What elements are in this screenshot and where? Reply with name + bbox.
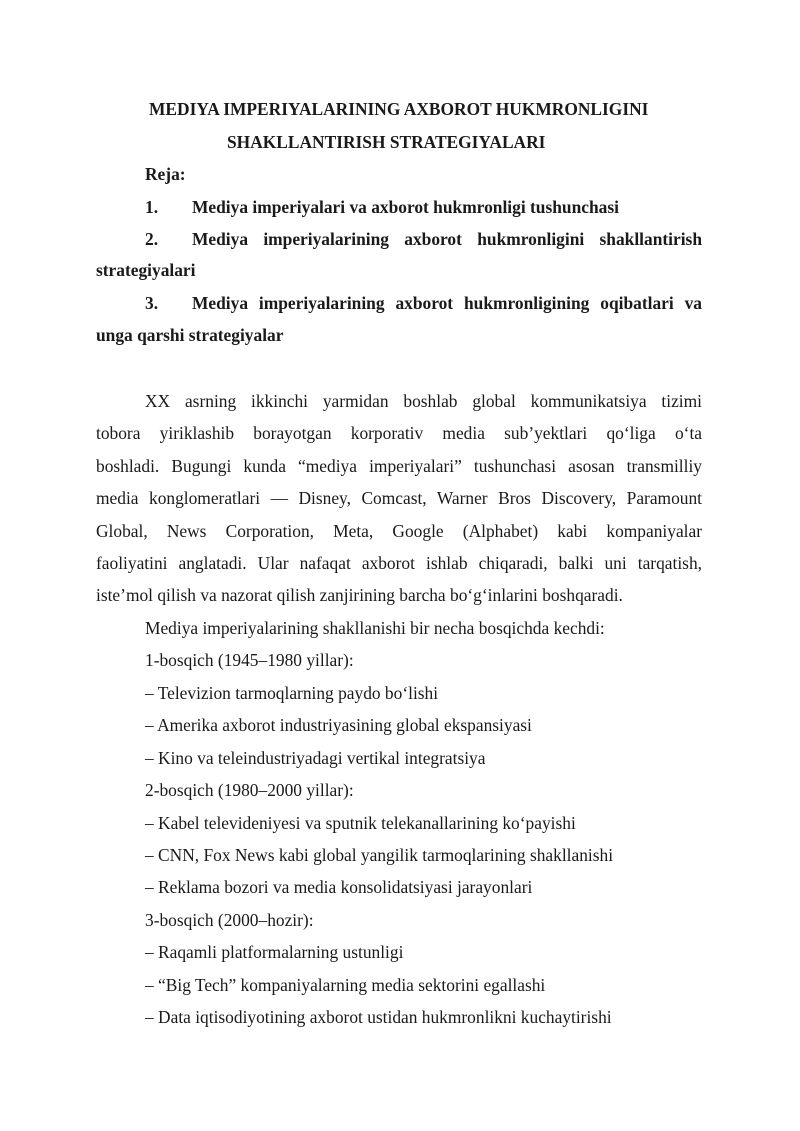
plan-item-3-number: 3. bbox=[145, 293, 159, 313]
document-title-line-2: SHAKLLANTIRISH STRATEGIYALARI bbox=[227, 132, 546, 152]
plan-item-2-text: Mediya imperiyalarining axborot hukmronligini shakllantirish bbox=[192, 229, 702, 249]
stage-1-heading: 1-bosqich (1945–1980 yillar): bbox=[145, 650, 354, 670]
stage-2-heading: 2-bosqich (1980–2000 yillar): bbox=[145, 780, 354, 800]
stage-1-point: – Televizion tarmoqlarning paydo bo‘lishi bbox=[145, 683, 439, 703]
intro-paragraph-line: faoliyatini anglatadi. Ular nafaqat axborot ishlab chiqaradi, balki uni tarqatish, bbox=[96, 553, 702, 573]
plan-item-2-text-cont: strategiyalari bbox=[96, 260, 196, 280]
stage-3-heading: 3-bosqich (2000–hozir): bbox=[145, 910, 314, 930]
stage-3-point: – “Big Tech” kompaniyalarning media sektorini egallashi bbox=[145, 975, 546, 995]
stages-intro: Mediya imperiyalarining shakllanishi bir necha bosqichda kechdi: bbox=[145, 618, 605, 638]
plan-item-1-number: 1. bbox=[145, 197, 159, 217]
intro-paragraph-line: iste’mol qilish va nazorat qilish zanjirining barcha bo‘g‘inlarini boshqaradi. bbox=[96, 585, 623, 605]
stage-2-point: – CNN, Fox News kabi global yangilik tarmoqlarining shakllanishi bbox=[145, 845, 614, 865]
intro-paragraph-line: media konglomeratlari — Disney, Comcast, Warner Bros Discovery, Paramount bbox=[96, 488, 702, 508]
stage-2-point: – Reklama bozori va media konsolidatsiyasi jarayonlari bbox=[145, 877, 533, 897]
plan-item-3-text: Mediya imperiyalarining axborot hukmronligining oqibatlari va bbox=[192, 293, 702, 313]
stage-3-point: – Raqamli platformalarning ustunligi bbox=[145, 942, 404, 962]
intro-paragraph-line: boshladi. Bugungi kunda “mediya imperiyalari” tushunchasi asosan transmilliy bbox=[96, 456, 702, 476]
intro-paragraph-line: tobora yiriklashib borayotgan korporativ media sub’yektlari qo‘liga o‘ta bbox=[96, 423, 702, 443]
intro-paragraph-line: Global, News Corporation, Meta, Google (Alphabet) kabi kompaniyalar bbox=[96, 521, 702, 541]
plan-item-3-text-cont: unga qarshi strategiyalar bbox=[96, 325, 284, 345]
plan-heading: Reja: bbox=[145, 164, 186, 184]
stage-2-point: – Kabel televideniyesi va sputnik telekanallarining ko‘payishi bbox=[145, 813, 576, 833]
stage-1-point: – Amerika axborot industriyasining global ekspansiyasi bbox=[145, 715, 532, 735]
intro-paragraph-line: XX asrning ikkinchi yarmidan boshlab global kommunikatsiya tizimi bbox=[145, 391, 702, 411]
document-title-line-1: MEDIYA IMPERIYALARINING AXBOROT HUKMRONLIGINI bbox=[149, 99, 649, 119]
plan-item-1-text: Mediya imperiyalari va axborot hukmronligi tushunchasi bbox=[192, 197, 619, 217]
stage-3-point: – Data iqtisodiyotining axborot ustidan hukmronlikni kuchaytirishi bbox=[145, 1007, 612, 1027]
plan-item-2-number: 2. bbox=[145, 229, 159, 249]
stage-1-point: – Kino va teleindustriyadagi vertikal integratsiya bbox=[145, 748, 486, 768]
